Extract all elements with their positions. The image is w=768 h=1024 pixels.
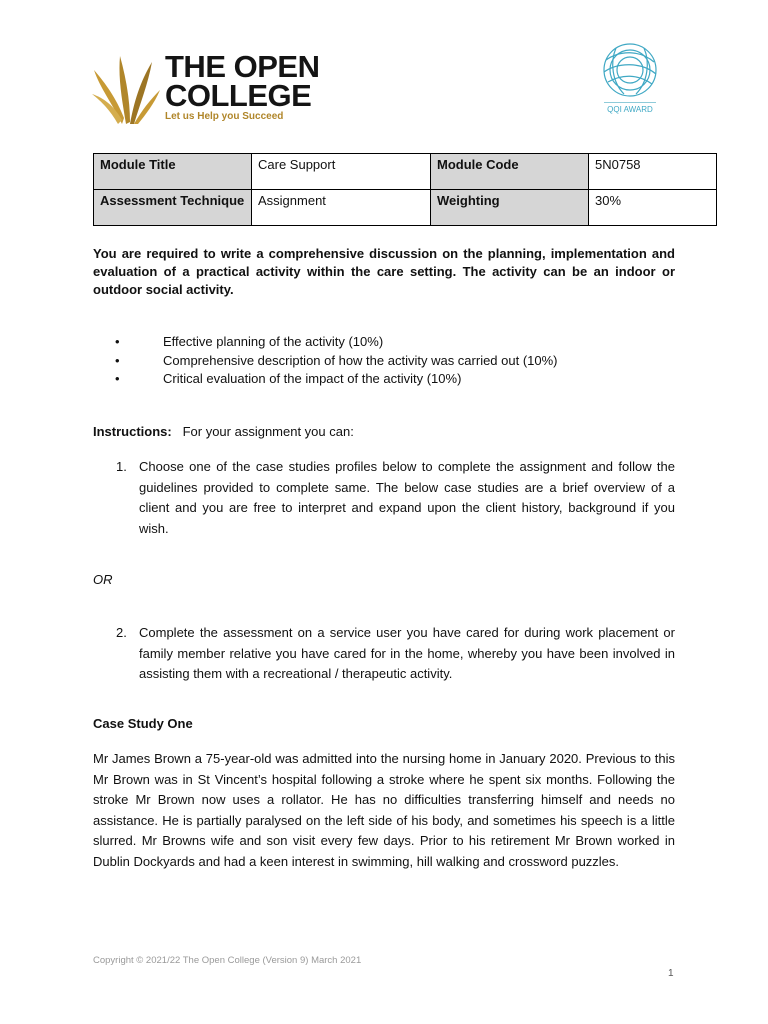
module-info-table: [93, 153, 717, 226]
list-item: [93, 370, 675, 389]
table-row: [94, 154, 717, 190]
module-code-label: Module Code: [431, 154, 589, 190]
or-separator: OR: [93, 572, 113, 587]
weighting-value: 30%: [589, 190, 717, 226]
list-item: [93, 333, 675, 352]
college-logo: [92, 48, 342, 128]
logo-text-line2: COLLEGE: [165, 78, 312, 113]
list-item: [93, 623, 675, 685]
table-row: [94, 190, 717, 226]
assignment-intro: You are required to write a comprehensive discussion on the planning, implementation and evaluation of a practical activity within the care setting. The activity can be an indoor or outdoor social activity.: [93, 246, 675, 297]
instructions-line: [93, 423, 675, 441]
module-title-label: Module Title: [94, 154, 252, 190]
logo-text-line1: THE OPEN: [165, 49, 320, 84]
list-item: [93, 352, 675, 371]
item-number: 1.: [116, 459, 127, 474]
module-code-value: 5N0758: [589, 154, 717, 190]
criteria-list: [93, 333, 675, 389]
logo-tagline: Let us Help you Succeed: [165, 111, 284, 122]
page-number: 1: [668, 968, 674, 979]
list-item: [93, 457, 675, 539]
module-title-value: Care Support: [252, 154, 431, 190]
qqi-award-icon: [596, 40, 664, 102]
criteria-text: Critical evaluation of the impact of the activity (10%): [163, 371, 462, 386]
copyright-footer: Copyright © 2021/22 The Open College (Version 9) March 2021: [93, 955, 362, 966]
case-study-body: Mr James Brown a 75-year-old was admitted into the nursing home in January 2020. Previous to this Mr Brown was in St Vincent’s hospital following a stroke where he spent six months. Following the stroke Mr Brown now uses a rollator. He has no difficulties transferring himself and needs no assistance. He is partially paralysed on the left side of his body, and sometimes his speech is a little slurred. Mr Browns wife and son visit every few days. Prior to his retirement Mr Brown worked in Dublin Dockyards and had a keen interest in swimming, hill walking and crossword puzzles.: [93, 751, 675, 869]
instructions-text: For your assignment you can:: [182, 424, 354, 439]
assessment-technique-value: Assignment: [252, 190, 431, 226]
instructions-label: Instructions:: [93, 424, 172, 439]
wheat-grass-icon: [92, 48, 162, 126]
item-text: Choose one of the case studies profiles below to complete the assignment and follow the guidelines provided to complete same. The below case studies are a brief overview of a client and you are free to interpret and expand upon the client history, background if you wish.: [139, 459, 675, 536]
item-text: Complete the assessment on a service user you have cared for during work placement or family member relative you have cared for in the home, whereby you have been involved in assisting them with a recreational / therapeutic activity.: [139, 625, 675, 681]
assessment-technique-label: Assessment Technique: [94, 190, 252, 226]
bullet-icon: •: [115, 352, 120, 368]
award-divider: [604, 102, 656, 103]
award-label: QQI AWARD: [607, 105, 653, 114]
case-study-title: Case Study One: [93, 716, 193, 731]
weighting-label: Weighting: [431, 190, 589, 226]
item-number: 2.: [116, 625, 127, 640]
criteria-text: Comprehensive description of how the activity was carried out (10%): [163, 352, 558, 368]
bullet-icon: •: [115, 334, 120, 349]
qqi-award-badge: [596, 40, 664, 120]
criteria-text: Effective planning of the activity (10%): [163, 334, 384, 349]
bullet-icon: •: [115, 371, 120, 386]
